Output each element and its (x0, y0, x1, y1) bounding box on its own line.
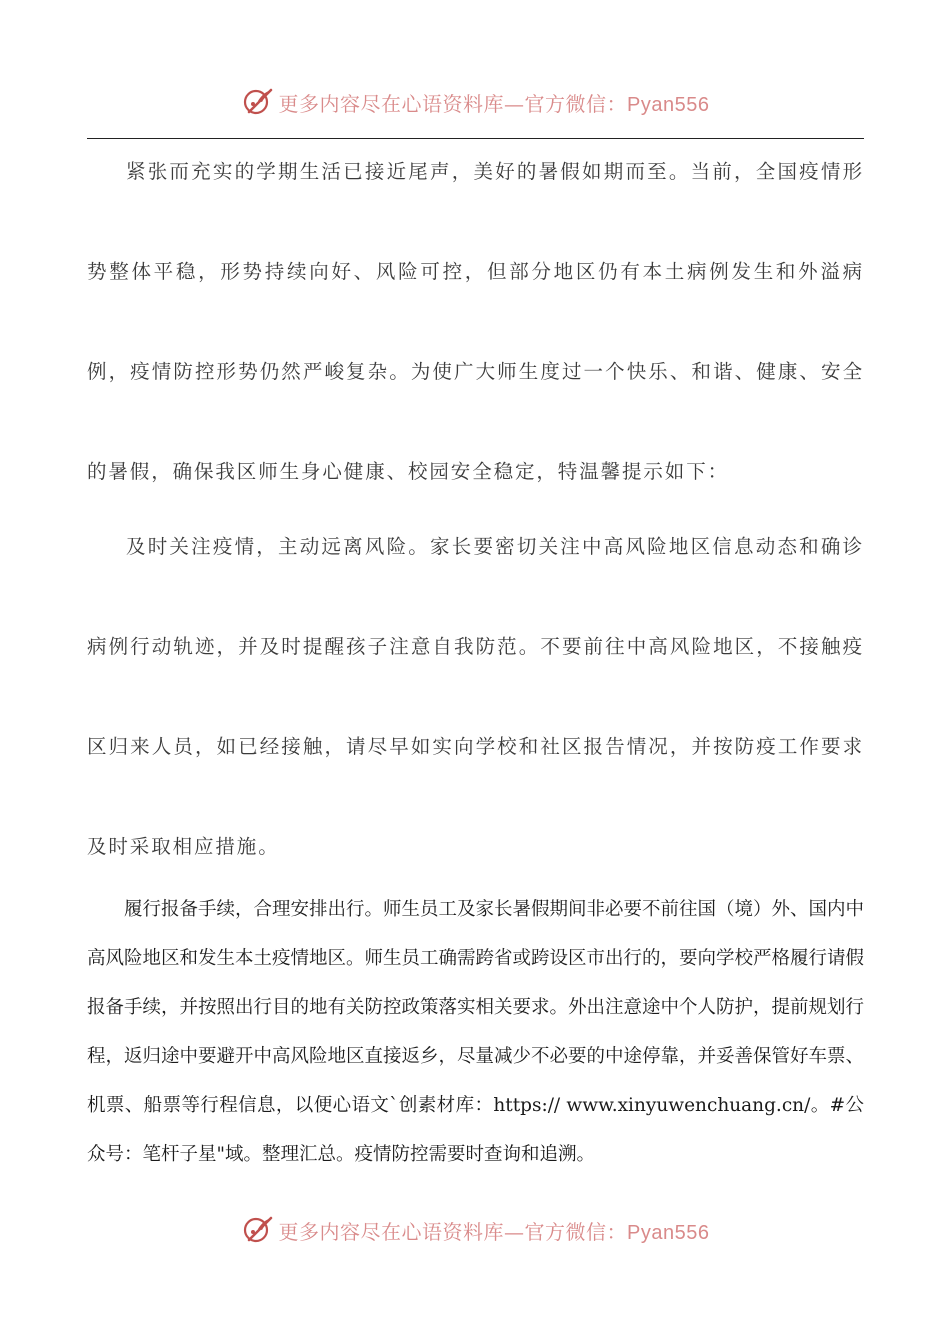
quill-logo-icon (241, 1213, 275, 1247)
quill-logo-icon (241, 85, 275, 119)
paragraph-epidemic-attention: 及时关注疫情，主动远离风险。家长要密切关注中高风险地区信息动态和确诊病例行动轨迹，并及时提醒孩子注意自我防范。不要前往中高风险地区，不接触疫区归来人员，如已经接触，请尽早如实向学校和社区报告情况，并按防疫工作要求及时采取相应措施。 (87, 535, 864, 858)
footer-banner (0, 1210, 950, 1250)
wechat-id: Pyan556 (627, 1221, 710, 1244)
banner-text: 更多内容尽在心语资料库—官方微信：Pyan556 (278, 91, 710, 116)
paragraph-intro: 紧张而充实的学期生活已接近尾声，美好的暑假如期而至。当前，全国疫情形势整体平稳，形势持续向好、风险可控，但部分地区仍有本土病例发生和外溢病例，疫情防控形势仍然严峻复杂。为使广大师生度过一个快乐、和谐、健康、安全的暑假，确保我区师生身心健康、校园安全稳定，特温馨提示如下： (87, 160, 864, 483)
header-banner (0, 82, 950, 122)
paragraph-travel-reporting: 履行报备手续，合理安排出行。师生员工及家长暑假期间非必要不前往国（境）外、国内中高风险地区和发生本土疫情地区。师生员工确需跨省或跨设区市出行的，要向学校严格履行请假报备手续，并按照出行目的地有关防控政策落实相关要求。外出注意途中个人防护，提前规划行程，返归途中要避开中高风险地区直接返乡，尽量减少不必要的中途停靠，并妥善保管好车票、机票、船票等行程信息，以便心语文`创素材库：https:// www.xinyuwenchuang.cn/。#公众号：笔杆子星"域。整理汇总。疫情防控需要时查询和追溯。 (87, 899, 865, 1165)
banner-text: 更多内容尽在心语资料库—官方微信：Pyan556 (278, 1219, 710, 1244)
wechat-id: Pyan556 (627, 93, 710, 116)
